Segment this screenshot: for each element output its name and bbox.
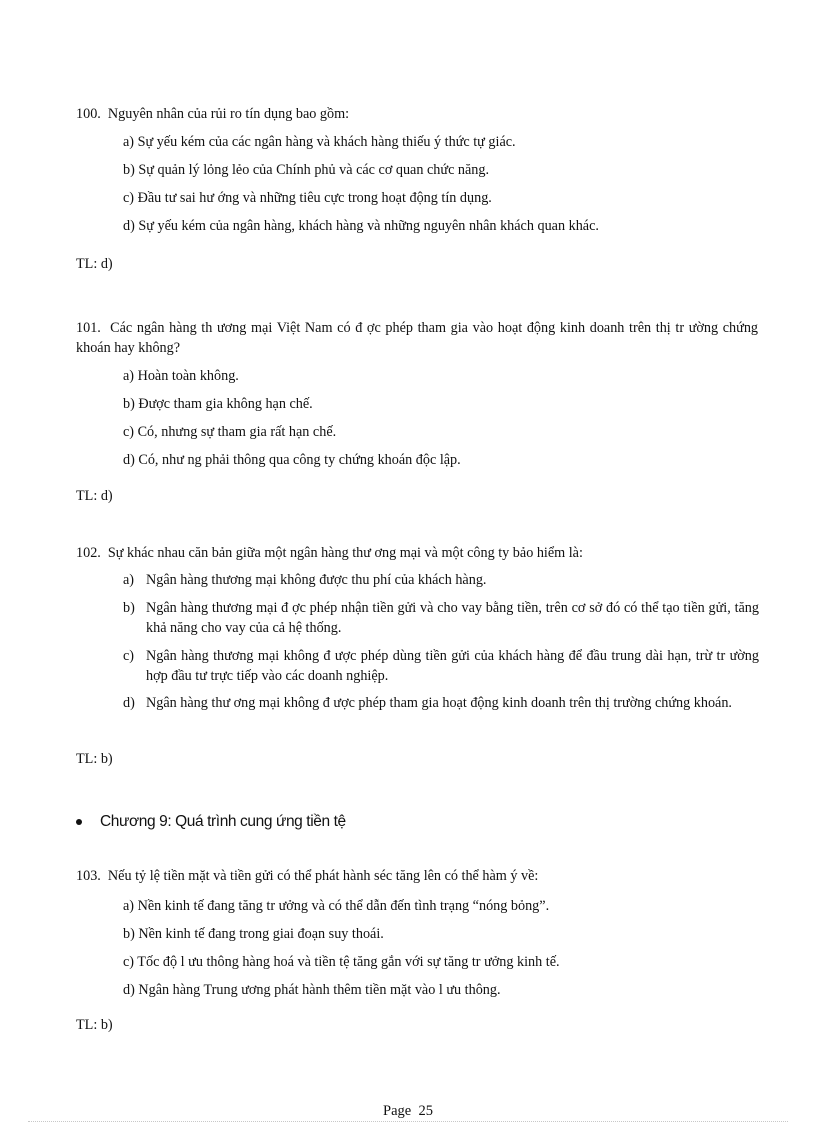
answer: TL: d) [76,256,113,272]
option-b: b) Nền kinh tế đang trong giai đoạn suy thoái. [123,926,384,942]
question-number: 100. [76,106,101,122]
option-c: c) Có, nhưng sự tham gia rất hạn chế. [123,424,337,440]
page-label: Page [383,1103,412,1119]
option-a [123,570,759,590]
chapter-title: Chương 9: Quá trình cung ứng tiền tệ [100,813,346,830]
option-a: a) Nền kinh tế đang tăng tr ưởng và có thể dẫn đến tình trạng “nóng bỏng”. [123,898,550,914]
question-100 [76,104,758,124]
answer: TL: b) [76,751,113,767]
option-b: b) Được tham gia không hạn chế. [123,396,313,412]
question-text: Các ngân hàng th ương mại Việt Nam có đ ợc phép tham gia vào hoạt động kinh doanh trên thị tr ường chứng khoán hay không? [76,320,759,356]
option-c [123,646,759,686]
option-label: b) [123,600,135,616]
option-a: a) Sự yếu kém của các ngân hàng và khách hàng thiếu ý thức tự giác. [123,134,516,150]
option-d: d) Ngân hàng Trung ương phát hành thêm tiền mặt vào l ưu thông. [123,982,501,998]
bullet-icon [76,813,100,831]
page-footer [0,1103,816,1120]
option-text: Ngân hàng thương mại đ ợc phép nhận tiền gửi và cho vay bằng tiền, trên cơ sở đó có thể tạo tiền gửi, tăng khả năng cho vay của cả hệ thống. [146,600,759,636]
question-number: 102. [76,545,101,561]
option-label: c) [123,648,135,664]
question-102 [76,543,758,563]
answer: TL: b) [76,1017,113,1033]
option-text: Ngân hàng thương mại không được thu phí của khách hàng. [146,572,487,588]
option-b: b) Sự quản lý lỏng lẻo của Chính phủ và các cơ quan chức năng. [123,162,490,178]
option-b [123,598,759,638]
option-text: Ngân hàng thư ơng mại không đ ược phép tham gia hoạt động kinh doanh trên thị trường chứng khoán. [146,695,732,711]
option-d: d) Sự yếu kém của ngân hàng, khách hàng và những nguyên nhân khách quan khác. [123,218,599,234]
option-label: d) [123,695,135,711]
question-number: 103. [76,868,101,884]
question-101 [76,318,758,358]
option-label: a) [123,572,135,588]
option-c: c) Đầu tư sai hư ớng và những tiêu cực trong hoạt động tín dụng. [123,190,492,206]
question-text: Nếu tỷ lệ tiền mặt và tiền gửi có thể phát hành séc tăng lên có thể hàm ý về: [107,868,539,884]
page-number: 25 [418,1103,433,1119]
question-text: Nguyên nhân của rủi ro tín dụng bao gồm: [107,106,350,122]
option-c: c) Tốc độ l ưu thông hàng hoá và tiền tệ tăng gắn với sự tăng tr ưởng kinh tế. [123,954,560,970]
option-text: Ngân hàng thương mại không đ ược phép dùng tiền gửi của khách hàng để đầu trung dài hạn, trừ tr ường hợp đầu tư trực tiếp vào các doanh nghiệp. [146,648,759,684]
option-a: a) Hoàn toàn không. [123,368,239,384]
option-d [123,693,759,713]
option-d: d) Có, như ng phải thông qua công ty chứng khoán độc lập. [123,452,461,468]
answer: TL: d) [76,488,113,504]
question-number: 101. [76,320,101,336]
question-103 [76,866,758,886]
chapter-heading [76,813,346,831]
footer-divider [28,1121,788,1122]
question-text: Sự khác nhau căn bản giữa một ngân hàng thư ơng mại và một công ty bảo hiểm là: [107,545,583,561]
